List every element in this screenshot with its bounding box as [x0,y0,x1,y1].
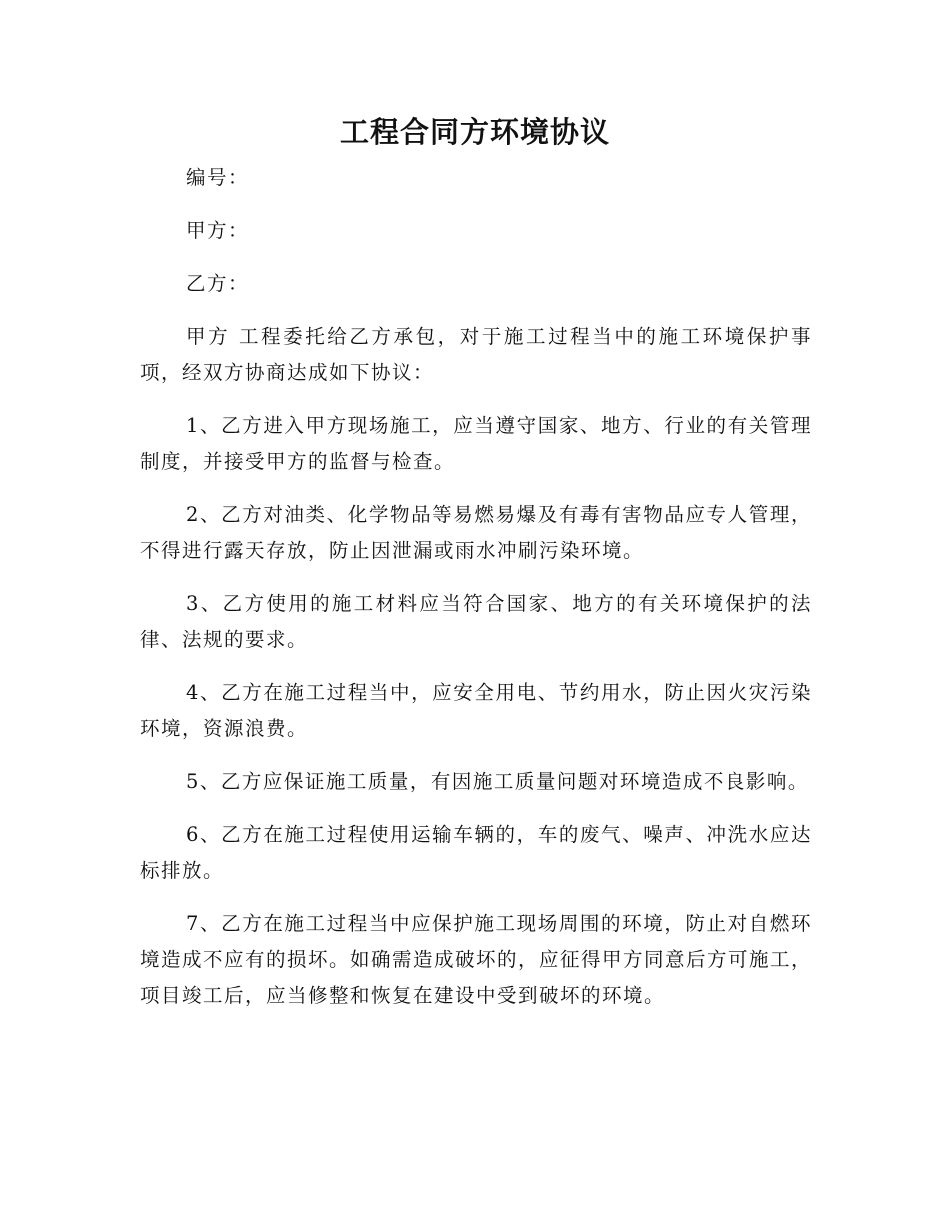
clause-4: 4、乙方在施工过程当中，应安全用电、节约用水，防止因火灾污染环境，资源浪费。 [140,681,812,740]
clause-5: 5、乙方应保证施工质量，有因施工质量问题对环境造成不良影响。 [186,770,809,793]
clause-3: 3、乙方使用的施工材料应当符合国家、地方的有关环境保护的法律、法规的要求。 [140,592,812,651]
clause-7: 7、乙方在施工过程当中应保护施工现场周围的环境，防止对自燃环境造成不应有的损坏。如确需造成破坏的，应征得甲方同意后方可施工，项目竣工后，应当修整和恢复在建设中受到破坏的环境。 [140,912,813,1007]
contract-number-field: 编号： [186,166,250,189]
intro-paragraph: 甲方 工程委托给乙方承包，对于施工过程当中的施工环境保护事项，经双方协商达成如下协议： [140,325,812,384]
document-title: 工程合同方环境协议 [339,115,610,149]
clause-1: 1、乙方进入甲方现场施工，应当遵守国家、地方、行业的有关管理制度，并接受甲方的监督与检查。 [140,414,812,473]
party-a-field: 甲方： [186,219,250,242]
clause-2: 2、乙方对油类、化学物品等易燃易爆及有毒有害物品应专人管理，不得进行露天存放，防止因泄漏或雨水冲刷污染环境。 [140,503,812,562]
document-body [140,160,812,1031]
clause-6: 6、乙方在施工过程使用运输车辆的，车的废气、噪声、冲洗水应达标排放。 [140,823,812,882]
party-b-field: 乙方： [186,272,250,295]
